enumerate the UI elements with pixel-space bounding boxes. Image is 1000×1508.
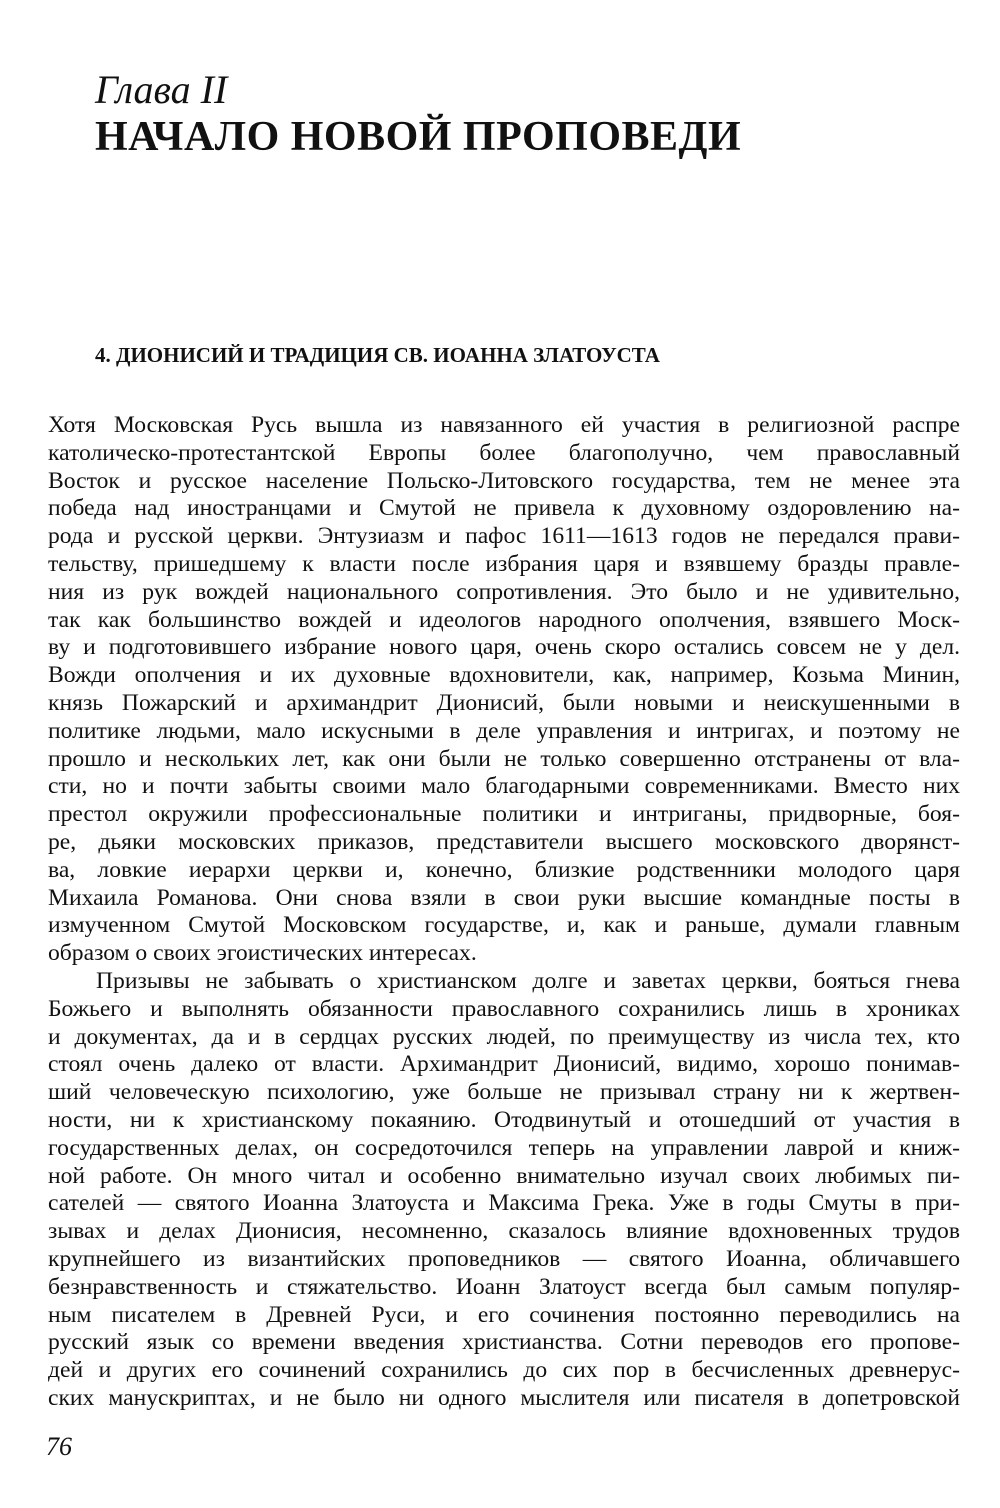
text-line: и документах, да и в сердцах русских людей, по преимуществу из числа тех, кто xyxy=(48,1023,960,1050)
text-line: ной работе. Он много читал и особенно внимательно изучал своих любимых пи- xyxy=(48,1162,960,1189)
text-line: крупнейшего из византийских проповедников — святого Иоанна, обличавшего xyxy=(48,1245,960,1272)
chapter-title: НАЧАЛО НОВОЙ ПРОПОВЕДИ xyxy=(95,114,742,160)
text-line: ния из рук вождей национального сопротивления. Это было и не удивительно, xyxy=(48,578,960,605)
text-line: зывах и делах Дионисия, несомненно, сказалось влияние вдохновенных трудов xyxy=(48,1218,960,1245)
chapter-label: Глава II xyxy=(95,67,228,112)
text-line: победа над иностранцами и Смутой не привела к духовному оздоровлению на- xyxy=(48,495,960,522)
text-line: ва, ловкие иерархи церкви и, конечно, близкие родственники молодого царя xyxy=(48,856,960,883)
text-line: так как большинство вождей и идеологов народного ополчения, взявшего Моск- xyxy=(48,606,960,633)
text-line: Божьего и выполнять обязанности православного сохранились лишь в хрониках xyxy=(48,995,960,1022)
text-line: образом о своих эгоистических интересах. xyxy=(48,940,477,967)
text-line: рода и русской церкви. Энтузиазм и пафос 1611—1613 годов не передался прави- xyxy=(48,523,960,550)
text-line: ным писателем в Древней Руси, и его сочинения постоянно переводились на xyxy=(48,1301,960,1328)
text-line: государственных делах, он сосредоточился теперь на управлении лаврой и книж- xyxy=(48,1134,960,1161)
text-line: безнравственность и стяжательство. Иоанн Златоуст всегда был самым популяр- xyxy=(48,1273,960,1300)
text-line: сателей — святого Иоанна Златоуста и Максима Грека. Уже в годы Смуты в при- xyxy=(48,1190,960,1217)
text-line: Вожди ополчения и их духовные вдохновители, как, например, Козьма Минин, xyxy=(48,662,960,689)
text-line: ности, ни к христианскому покаянию. Отодвинутый и отошедший от участия в xyxy=(48,1106,960,1133)
section-title: 4. ДИОНИСИЙ И ТРАДИЦИЯ СВ. ИОАННА ЗЛАТОУСТА xyxy=(95,343,660,367)
text-line: политике людьми, мало искусными в деле управления и интригах, и поэтому не xyxy=(48,717,960,744)
text-line: стоял очень далеко от власти. Архимандрит Дионисий, видимо, хорошо понимав- xyxy=(48,1051,960,1078)
body-text xyxy=(48,412,960,1413)
text-line: ских манускриптах, и не было ни одного мыслителя или писателя в допетровской xyxy=(48,1384,960,1411)
page-number: 76 xyxy=(46,1432,72,1461)
text-line: Михаила Романова. Они снова взяли в свои руки высшие командные посты в xyxy=(48,884,960,911)
text-line: престол окружили профессиональные политики и интриганы, придворные, боя- xyxy=(48,801,960,828)
text-line: Восток и русское население Польско-Литовского государства, тем не менее эта xyxy=(48,467,960,494)
text-line: ре, дьяки московских приказов, представители высшего московского дворянст- xyxy=(48,828,960,855)
text-line: дей и других его сочинений сохранились до сих пор в бесчисленных древнерус- xyxy=(48,1357,960,1384)
text-line: Хотя Московская Русь вышла из навязанного ей участия в религиозной распре xyxy=(48,412,960,438)
text-line: ший человеческую психологию, уже больше не призывал страну ни к жертвен- xyxy=(48,1079,960,1106)
text-line: прошло и нескольких лет, как они были не только совершенно отстранены от вла- xyxy=(48,745,960,772)
text-line: князь Пожарский и архимандрит Дионисий, были новыми и неискушенными в xyxy=(48,689,960,716)
text-line: тельству, пришедшему к власти после избрания царя и взявшему бразды правле- xyxy=(48,550,960,577)
text-line: Призывы не забывать о христианском долге и заветах церкви, бояться гнева xyxy=(96,967,960,994)
text-line: католическо-протестантской Европы более благополучно, чем православный xyxy=(48,439,960,466)
text-line: русский язык со времени введения христианства. Сотни переводов его пропове- xyxy=(48,1329,960,1356)
text-line: измученном Смутой Московском государстве, и, как и раньше, думали главным xyxy=(48,912,960,939)
text-line: сти, но и почти забыты своими мало благодарными современниками. Вместо них xyxy=(48,773,960,800)
text-line: ву и подготовившего избрание нового царя, очень скоро остались совсем не у дел. xyxy=(48,634,960,661)
